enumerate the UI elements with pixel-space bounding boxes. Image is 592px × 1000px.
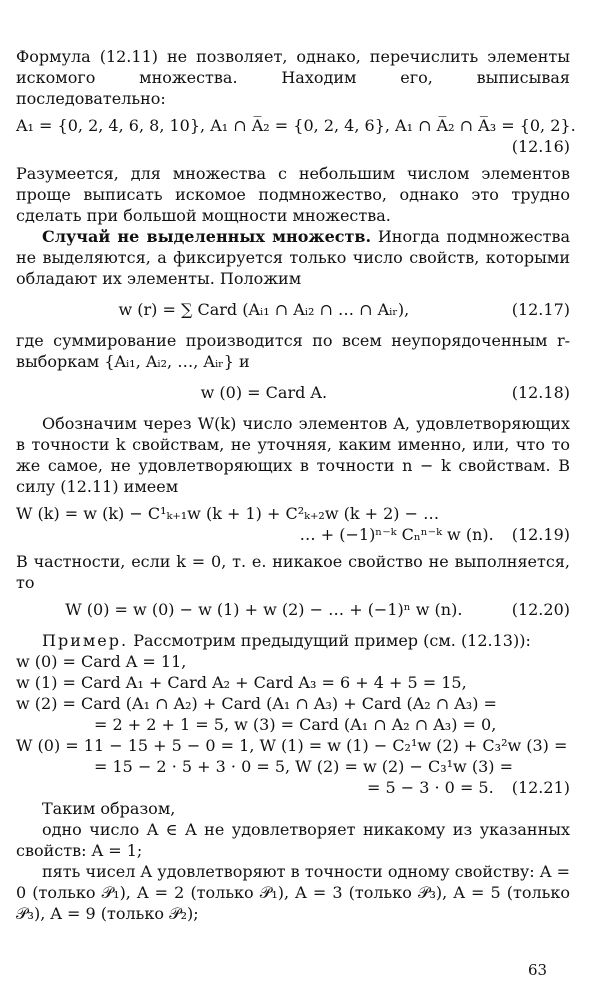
paragraph-unselected-sets [16, 226, 570, 289]
paragraph-small-sets: Разумеется, для множества с небольшим числом элементов проще выписать искомое подмножество, однако это трудно сделать при большой мощности множества. [16, 164, 570, 225]
equation-12-20 [16, 599, 570, 620]
paragraph-conclusion: Таким образом, [42, 799, 176, 818]
page-number: 63 [528, 961, 548, 979]
equation-number-12-20: (12.20) [511, 600, 570, 619]
example-computation [16, 651, 570, 798]
equation-number-12-19: (12.19) [511, 525, 570, 544]
paragraph-example [16, 630, 570, 651]
equation-12-16 [16, 115, 576, 136]
example-label: Пример. [42, 631, 129, 650]
equation-number-12-18: (12.18) [511, 383, 570, 402]
equation-12-17 [16, 299, 570, 320]
section-heading: Случай не выделенных множеств. [42, 227, 372, 246]
equation-12-19-line1 [16, 503, 570, 524]
equation-number-12-21: (12.21) [511, 778, 570, 797]
paragraph-one-number: одно число A ∈ A не удовлетворяет никакому из указанных свойств: A = 1; [16, 820, 570, 860]
equation-12-18-body: w (0) = Card A. [200, 383, 328, 402]
example-line-3: w (2) = Card (A₁ ∩ A₂) + Card (A₁ ∩ A₃) + Card (A₂ ∩ A₃) = [16, 694, 497, 713]
equation-12-20-body: W (0) = w (0) − w (1) + w (2) − … + (−1)ⁿ w (n). [65, 600, 463, 619]
paragraph-unselected-sets-text: Иногда подмножества не выделяются, а фиксируется только число свойств, которыми обладают их элементы. Положим [16, 227, 570, 288]
paragraph-particular-case: В частности, если k = 0, т. е. никакое свойство не выполняется, то [16, 552, 570, 592]
example-line-2: w (1) = Card A₁ + Card A₂ + Card A₃ = 6 + 4 + 5 = 15, [16, 673, 467, 692]
equation-12-19-first-line: W (k) = w (k) − C¹ₖ₊₁w (k + 1) + C²ₖ₊₂w (k + 2) − … [16, 504, 440, 523]
example-line-4: = 2 + 2 + 1 = 5, w (3) = Card (A₁ ∩ A₂ ∩ A₃) = 0, [94, 715, 497, 734]
equation-12-17-body: w (r) = ∑ Card (Aᵢ₁ ∩ Aᵢ₂ ∩ … ∩ Aᵢᵣ), [118, 300, 410, 319]
paragraph-five-numbers: пять чисел A удовлетворяют в точности одному свойству: A = 0 (только 𝒫₁), A = 2 (только 𝒫₁), A = 3 (только 𝒫₃), A = 5 (только 𝒫₃), A = 9 (только 𝒫₂); [16, 862, 570, 923]
example-line-7 [16, 777, 570, 798]
example-line-5: W (0) = 11 − 15 + 5 − 0 = 1, W (1) = w (1) − C₂¹w (2) + C₃²w (3) = [16, 736, 568, 755]
equation-number-12-16: (12.16) [511, 137, 570, 156]
paragraph-W-definition: Обозначим через W(k) число элементов A, удовлетворяющих в точности k свойствам, не уточняя, каким именно, или, что то же самое, не удовлетворяющих в точности n − k свойствам. В силу (12.11) имеем [16, 414, 570, 496]
equation-12-19-second-line: … + (−1)ⁿ⁻ᵏ Cₙⁿ⁻ᵏ w (n). [299, 525, 494, 544]
equation-12-18 [16, 382, 570, 403]
example-intro: Рассмотрим предыдущий пример (см. (12.13)): [128, 631, 531, 650]
example-line-6: = 15 − 2 · 5 + 3 · 0 = 5, W (2) = w (2) − C₃¹w (3) = [94, 757, 513, 776]
paragraph-summation: где суммирование производится по всем неупорядоченным r-выборкам {Aᵢ₁, Aᵢ₂, …, Aᵢᵣ} и [16, 331, 570, 371]
example-line-7-body: = 5 − 3 · 0 = 5. [366, 778, 494, 797]
equation-number-12-17: (12.17) [511, 300, 570, 319]
example-line-1: w (0) = Card A = 11, [16, 652, 187, 671]
equation-12-19-line2 [16, 524, 570, 545]
equation-12-16-body: A₁ = {0, 2, 4, 6, 8, 10}, A₁ ∩ A̅₂ = {0, 2, 4, 6}, A₁ ∩ A̅₂ ∩ A̅₃ = {0, 2}. [16, 116, 576, 135]
paragraph-formula-remark: Формула (12.11) не позволяет, однако, перечислить элементы искомого множества. Находим его, выписывая последовательно: [16, 47, 570, 108]
